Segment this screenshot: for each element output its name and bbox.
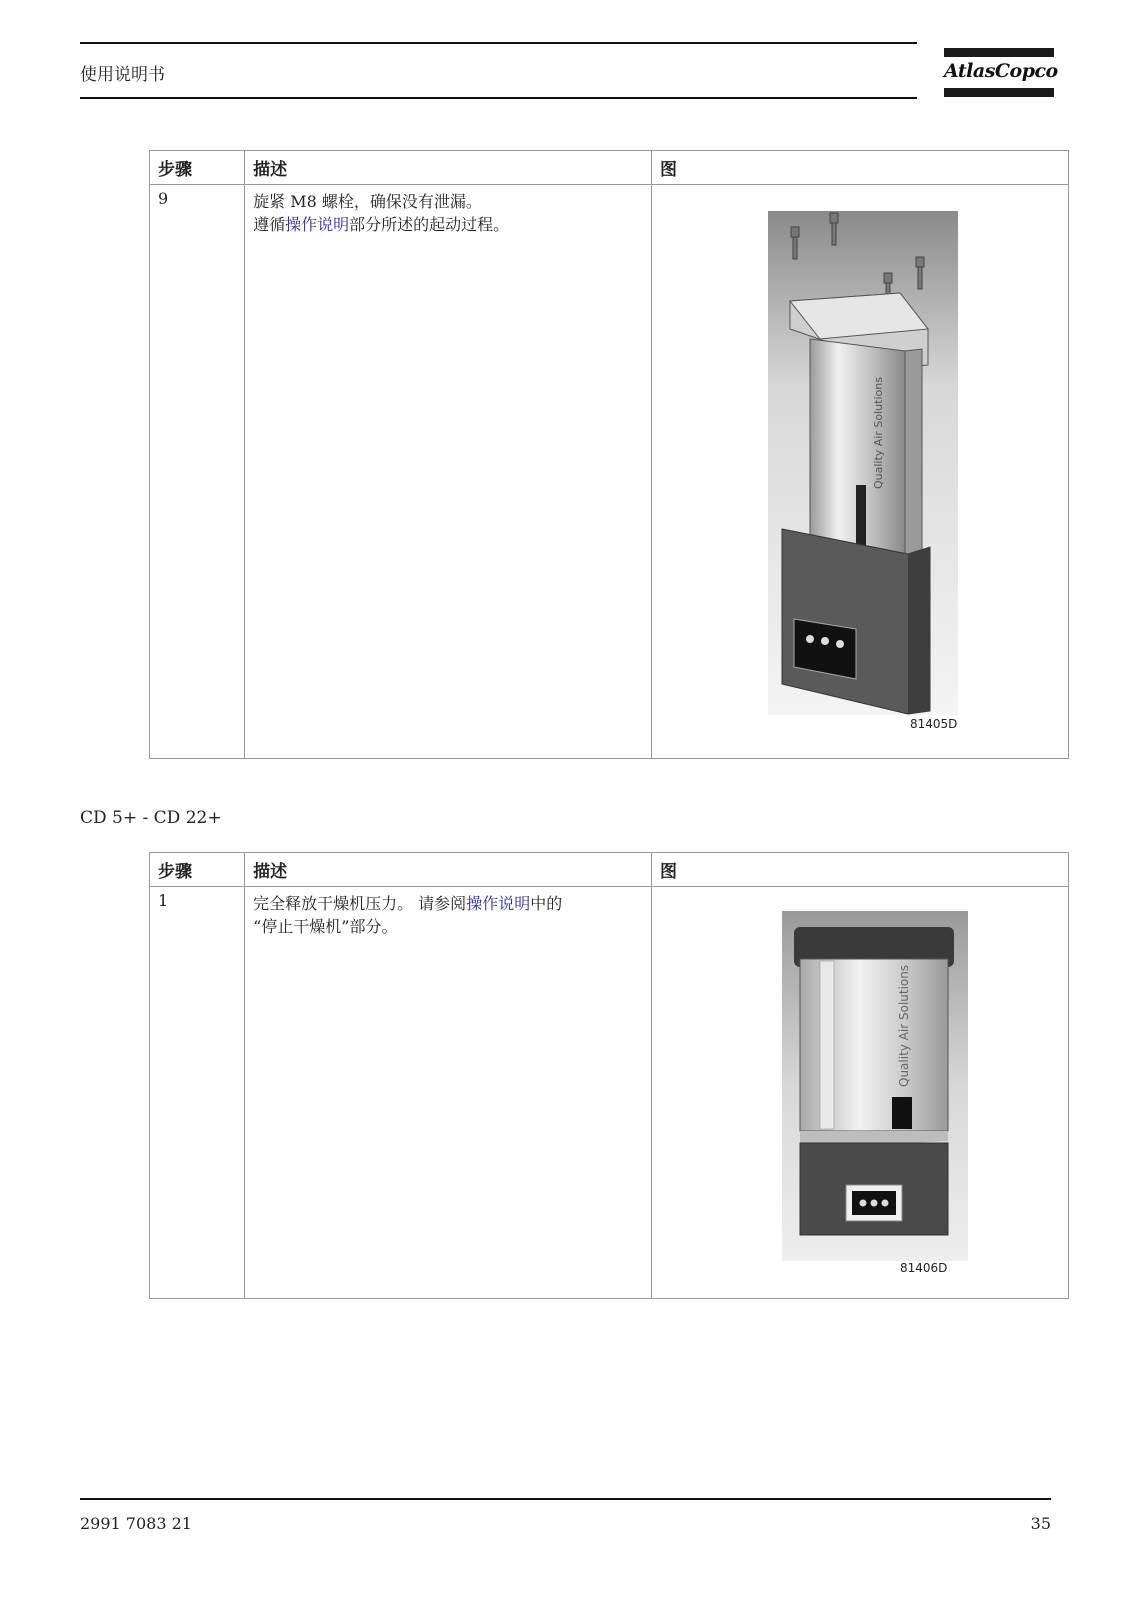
logo-text: AtlasCopco bbox=[944, 60, 1058, 82]
text-segment: 部分所述的起动过程。 bbox=[349, 215, 510, 234]
table-header-row bbox=[150, 151, 1069, 185]
text-segment: 中的 bbox=[530, 894, 563, 913]
steps-table-2 bbox=[149, 852, 1069, 1299]
table-row bbox=[150, 887, 1069, 1299]
step-figure bbox=[652, 185, 1069, 759]
table-row bbox=[150, 185, 1069, 759]
text-segment: 完全释放干燥机压力。 请参阅 bbox=[253, 894, 467, 913]
step-description bbox=[245, 185, 652, 759]
page-number: 35 bbox=[1030, 1514, 1051, 1533]
section-heading: CD 5+ - CD 22+ bbox=[80, 808, 222, 828]
description-line-1 bbox=[253, 891, 643, 914]
description-line-2 bbox=[253, 212, 643, 235]
document-number: 2991 7083 21 bbox=[80, 1514, 192, 1533]
header-top-rule bbox=[80, 42, 917, 44]
step-number: 9 bbox=[150, 185, 245, 759]
text-segment: 遵循 bbox=[253, 215, 286, 234]
step-description bbox=[245, 887, 652, 1299]
figure-code: 81405D bbox=[910, 717, 958, 731]
operating-instructions-link[interactable]: 操作说明 bbox=[466, 894, 531, 913]
header-description: 描述 bbox=[245, 853, 652, 887]
operating-instructions-link[interactable]: 操作说明 bbox=[285, 215, 350, 234]
footer-rule bbox=[80, 1498, 1051, 1500]
dryer-bolts-figure bbox=[660, 189, 1060, 749]
header-figure: 图 bbox=[652, 853, 1069, 887]
header-step: 步骤 bbox=[150, 151, 245, 185]
header-description: 描述 bbox=[245, 151, 652, 185]
description-line-1: 旋紧 M8 螺栓，确保没有泄漏。 bbox=[253, 192, 482, 211]
table-header-row bbox=[150, 853, 1069, 887]
svg-text:Quality Air Solutions: Quality Air Solutions bbox=[897, 964, 911, 1087]
description-line-2: “停止干燥机”部分。 bbox=[253, 917, 398, 936]
logo-top-bar bbox=[944, 48, 1054, 57]
header-figure: 图 bbox=[652, 151, 1069, 185]
svg-text:Quality Air Solutions: Quality Air Solutions bbox=[872, 377, 885, 489]
step-number: 1 bbox=[150, 887, 245, 1299]
header-title: 使用说明书 bbox=[80, 65, 165, 85]
figure-code: 81406D bbox=[900, 1261, 948, 1275]
logo-bottom-bar bbox=[944, 88, 1054, 97]
header-bottom-rule bbox=[80, 97, 917, 99]
steps-table-1 bbox=[149, 150, 1069, 759]
dryer-cd5-figure bbox=[660, 891, 1060, 1291]
step-figure bbox=[652, 887, 1069, 1299]
header-step: 步骤 bbox=[150, 853, 245, 887]
atlas-copco-logo bbox=[944, 48, 1058, 100]
